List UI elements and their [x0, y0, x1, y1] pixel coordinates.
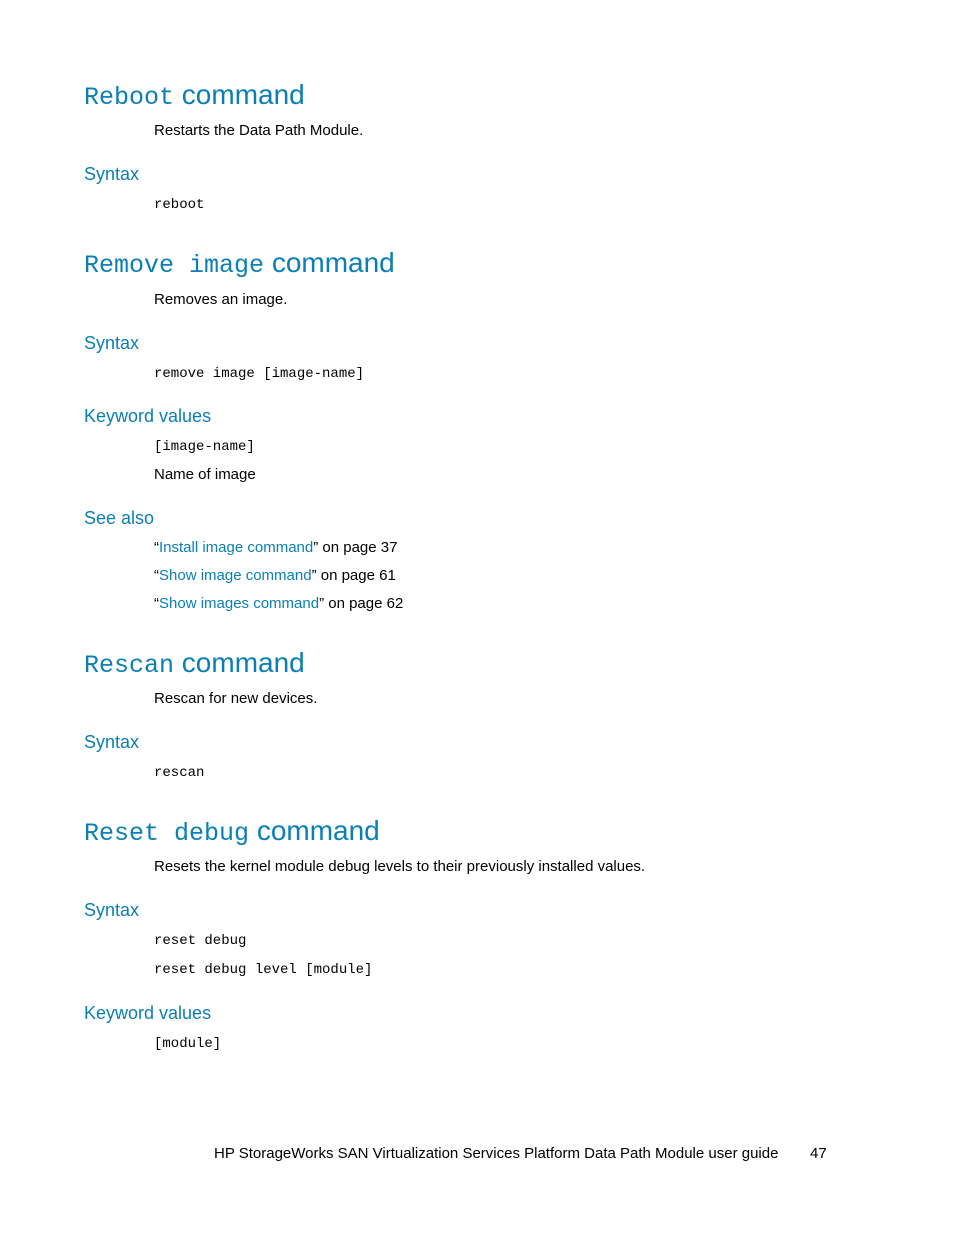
- rescan-description: Rescan for new devices.: [154, 690, 318, 707]
- rescan-heading-word: command: [181, 647, 305, 678]
- reset-debug-syntax-1: reset debug: [154, 933, 247, 949]
- quote-open: “: [154, 539, 159, 556]
- page-reference: ” on page 62: [319, 595, 404, 612]
- page-number: 47: [810, 1145, 827, 1162]
- reboot-syntax: reboot: [154, 197, 205, 213]
- install-image-command-link[interactable]: Install image command: [159, 539, 314, 556]
- remove-image-keyword-heading: Keyword values: [84, 406, 212, 426]
- show-images-command-link[interactable]: Show images command: [159, 595, 320, 612]
- remove-image-keyword-desc: Name of image: [154, 466, 256, 483]
- remove-image-heading: [84, 249, 395, 278]
- rescan-syntax-heading: Syntax: [84, 732, 140, 752]
- remove-image-description: Removes an image.: [154, 291, 288, 308]
- remove-image-syntax-heading: Syntax: [84, 333, 140, 353]
- reset-debug-heading: [84, 817, 380, 846]
- see-also-heading: See also: [84, 508, 155, 528]
- reset-debug-keyword-heading: Keyword values: [84, 1003, 212, 1023]
- rescan-syntax: rescan: [154, 765, 205, 781]
- page-reference: ” on page 61: [311, 567, 396, 584]
- remove-image-syntax: remove image [image-name]: [154, 366, 365, 382]
- page-reference: ” on page 37: [313, 539, 398, 556]
- reset-debug-description: Resets the kernel module debug levels to their previously installed values.: [154, 858, 646, 875]
- reboot-heading-code: Reboot: [84, 83, 175, 112]
- reboot-syntax-heading: Syntax: [84, 164, 140, 184]
- remove-image-heading-code: Remove image: [84, 251, 265, 280]
- see-also-item: [154, 568, 396, 583]
- see-also-item: [154, 540, 397, 555]
- rescan-heading-code: Rescan: [84, 651, 175, 680]
- quote-open: “: [154, 567, 159, 584]
- reset-debug-heading-code: Reset debug: [84, 819, 250, 848]
- reset-debug-keyword-name: [module]: [154, 1036, 222, 1052]
- show-image-command-link[interactable]: Show image command: [159, 567, 312, 584]
- reboot-heading: [84, 81, 305, 110]
- reboot-heading-word: command: [181, 79, 305, 110]
- reset-debug-syntax-heading: Syntax: [84, 900, 140, 920]
- remove-image-keyword-name: [image-name]: [154, 439, 255, 455]
- reset-debug-syntax-2: reset debug level [module]: [154, 962, 373, 978]
- rescan-heading: [84, 649, 305, 678]
- see-also-item: [154, 596, 403, 611]
- quote-open: “: [154, 595, 159, 612]
- reset-debug-heading-word: command: [256, 815, 380, 846]
- footer-guide-title: HP StorageWorks SAN Virtualization Services Platform Data Path Module user guide: [214, 1145, 779, 1162]
- reboot-description: Restarts the Data Path Module.: [154, 122, 364, 139]
- remove-image-heading-word: command: [271, 247, 395, 278]
